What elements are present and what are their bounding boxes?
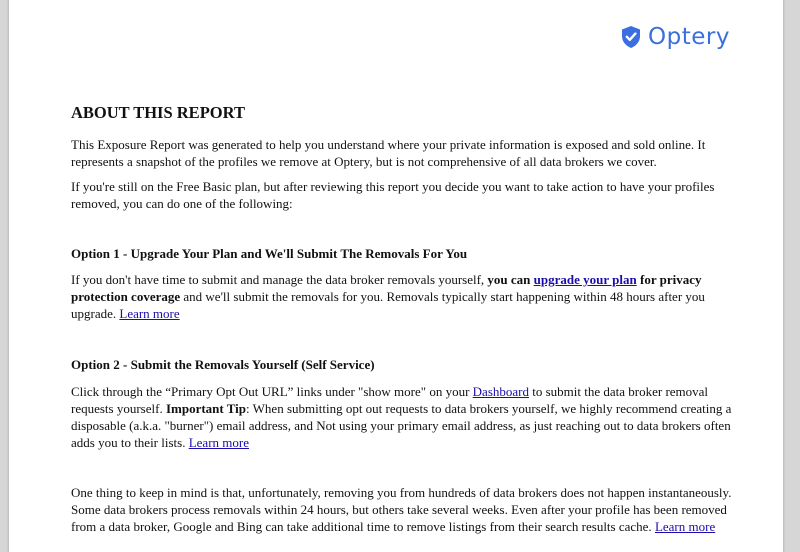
option-2-text-c: : When submitting opt out requests to data brokers yourself, we highly recommend creating a disposable (a.k.a. "burner") email address, and Not using your primary email address, as just reaching out to data brokers often adds you to their lists. bbox=[71, 401, 732, 450]
option-1-paragraph bbox=[71, 271, 751, 322]
option-1-bold: you can bbox=[487, 272, 534, 287]
option-2-paragraph bbox=[71, 383, 751, 451]
brand-logo bbox=[620, 23, 730, 51]
option-2-text-b: to submit the data broker removal requests yourself. bbox=[71, 384, 709, 416]
brand-name: Optery bbox=[648, 24, 730, 50]
intro-paragraph: This Exposure Report was generated to help you understand where your private information is exposed and sold online. It represents a snapshot of the profiles we remove at Optery, but is not comprehensive of all data brokers we cover. bbox=[71, 137, 706, 169]
option-2-learn-more-link[interactable]: Learn more bbox=[188, 435, 249, 450]
shield-check-icon bbox=[620, 25, 642, 49]
option-2-text: Click through the “Primary Opt Out URL” links under "show more" on your bbox=[71, 384, 473, 399]
option-1-text: If you don't have time to submit and manage the data broker removals yourself, bbox=[71, 272, 488, 287]
important-tip-label: Important Tip bbox=[165, 401, 247, 416]
report-page bbox=[9, 0, 783, 552]
page-title: ABOUT THIS REPORT bbox=[71, 103, 245, 122]
closing-paragraph bbox=[71, 484, 751, 535]
closing-text: One thing to keep in mind is that, unfortunately, removing you from hundreds of data brokers does not happen instantaneously. Some data brokers process removals within 24 hours, but others take several weeks. Even after your profile has been removed from a data broker, Google and Bing can take additional time to remove listings from their search results cache. bbox=[71, 485, 732, 534]
option-2-heading: Option 2 - Submit the Removals Yourself (Self Service) bbox=[71, 357, 375, 372]
closing-learn-more-link[interactable]: Learn more bbox=[654, 519, 716, 534]
free-plan-paragraph: If you're still on the Free Basic plan, but after reviewing this report you decide you want to take action to have your profiles removed, you can do one of the following: bbox=[71, 179, 715, 211]
option-1-text-b: and we'll submit the removals for you. Removals typically start happening within 48 hours after you upgrade. bbox=[71, 289, 705, 321]
option-1-heading: Option 1 - Upgrade Your Plan and We'll Submit The Removals For You bbox=[71, 246, 468, 261]
option-1-learn-more-link[interactable]: Learn more bbox=[119, 306, 180, 321]
upgrade-plan-link[interactable]: upgrade your plan bbox=[533, 272, 637, 287]
dashboard-link[interactable]: Dashboard bbox=[472, 384, 529, 399]
option-1-bold-coverage: for privacy protection coverage bbox=[71, 272, 702, 304]
